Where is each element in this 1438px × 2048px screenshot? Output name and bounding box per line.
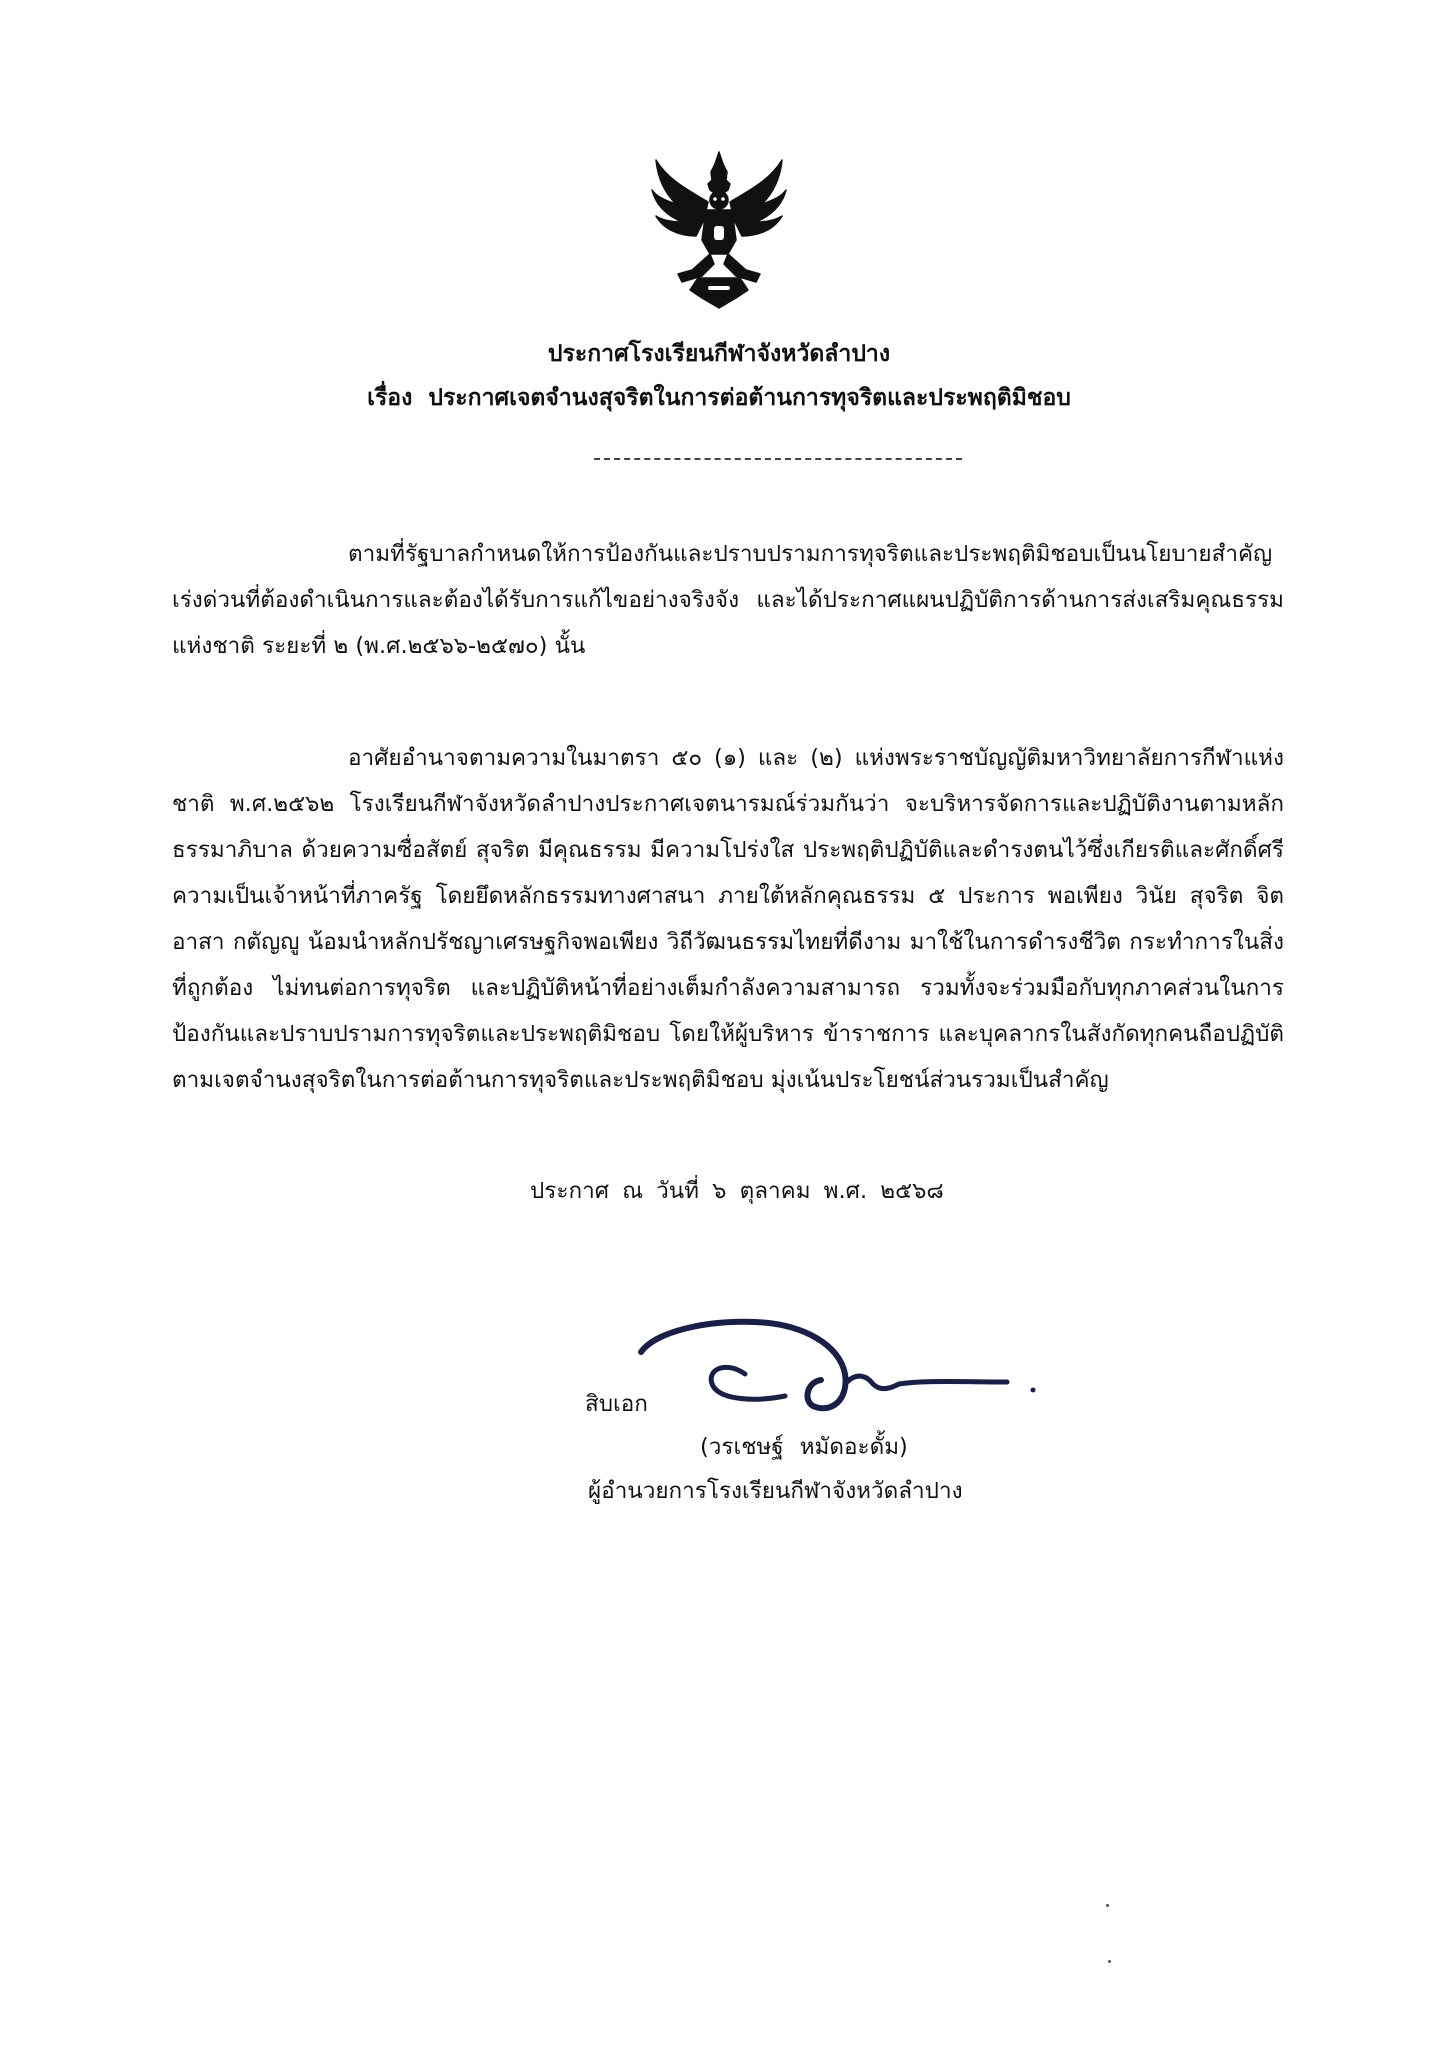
speck [1108,1960,1111,1963]
subject-text: ประกาศเจตจำนงสุจริตในการต่อต้านการทุจริตและประพฤติมิชอบ [428,385,1071,411]
paragraph-2 [172,735,1284,1103]
handwritten-signature [635,1310,1055,1420]
dateline: ประกาศ ณ วันที่ ๖ ตุลาคม พ.ศ. ๒๕๖๘ [530,1178,944,1204]
signer-name [700,1428,908,1464]
signer-name-last: หมัดอะดั้ม) [799,1434,908,1460]
announcement-title [0,336,1438,372]
announcement-subject [0,380,1438,416]
organization-title: ประกาศโรงเรียนกีฬาจังหวัดลำปาง [547,341,891,367]
paragraph-1-text: ตามที่รัฐบาลกำหนดให้การป้องกันและปราบปรามการทุจริตและประพฤติมิชอบเป็นนโยบายสำคัญเร่งด่วนที่ต้องดำเนินการและต้องได้รับการแก้ไขอย่างจริงจัง และได้ประกาศแผนปฏิบัติการด้านการส่งเสริมคุณธรรมแห่งชาติ ระยะที่ ๒ (พ.ศ.๒๕๖๖-๒๕๗๐) นั้น [172,540,1284,659]
divider [594,458,962,460]
speck [1106,1904,1109,1907]
paragraph-1 [172,531,1284,669]
signer-rank: สิบเอก [585,1391,648,1417]
paragraph-2-text: อาศัยอำนาจตามความในมาตรา ๕๐ (๑) และ (๒) แห่งพระราชบัญญัติมหาวิทยาลัยการกีฬาแห่งชาติ พ.ศ.๒๕๖๒ โรงเรียนกีฬาจังหวัดลำปางประกาศเจตนารมณ์ร่วมกันว่า จะบริหารจัดการและปฏิบัติงานตามหลักธรรมาภิบาล ด้วยความซื่อสัตย์ สุจริต มีคุณธรรม มีความโปร่งใส ประพฤติปฏิบัติและดำรงตนไว้ซึ่งเกียรติและศักดิ์ศรีความเป็นเจ้าหน้าที่ภาครัฐ โดยยึดหลักธรรมทางศาสนา ภายใต้หลักคุณธรรม ๕ ประการ พอเพียง วินัย สุจริต จิตอาสา กตัญญู น้อมนำหลักปรัชญาเศรษฐกิจพอเพียง วิถีวัฒนธรรมไทยที่ดีงาม มาใช้ในการดำรงชีวิต กระทำการในสิ่งที่ถูกต้อง ไม่ทนต่อการทุจริต และปฏิบัติหน้าที่อย่างเต็มกำลังความสามารถ รวมทั้งจะร่วมมือกับทุกภาคส่วนในการป้องกันและปราบปรามการทุจริตและประพฤติมิชอบ โดยให้ผู้บริหาร ข้าราชการ และบุคลากรในสังกัดทุกคนถือปฏิบัติตามเจตจำนงสุจริตในการต่อต้านการทุจริตและประพฤติมิชอบ มุ่งเน้นประโยชน์ส่วนรวมเป็นสำคัญ [172,744,1284,1093]
signer-position: ผู้อำนวยการโรงเรียนกีฬาจังหวัดลำปาง [588,1478,963,1504]
garuda-emblem-icon [648,150,790,310]
signer-name-first: (วรเชษฐ์ [700,1434,784,1460]
subject-label: เรื่อง [367,385,413,411]
